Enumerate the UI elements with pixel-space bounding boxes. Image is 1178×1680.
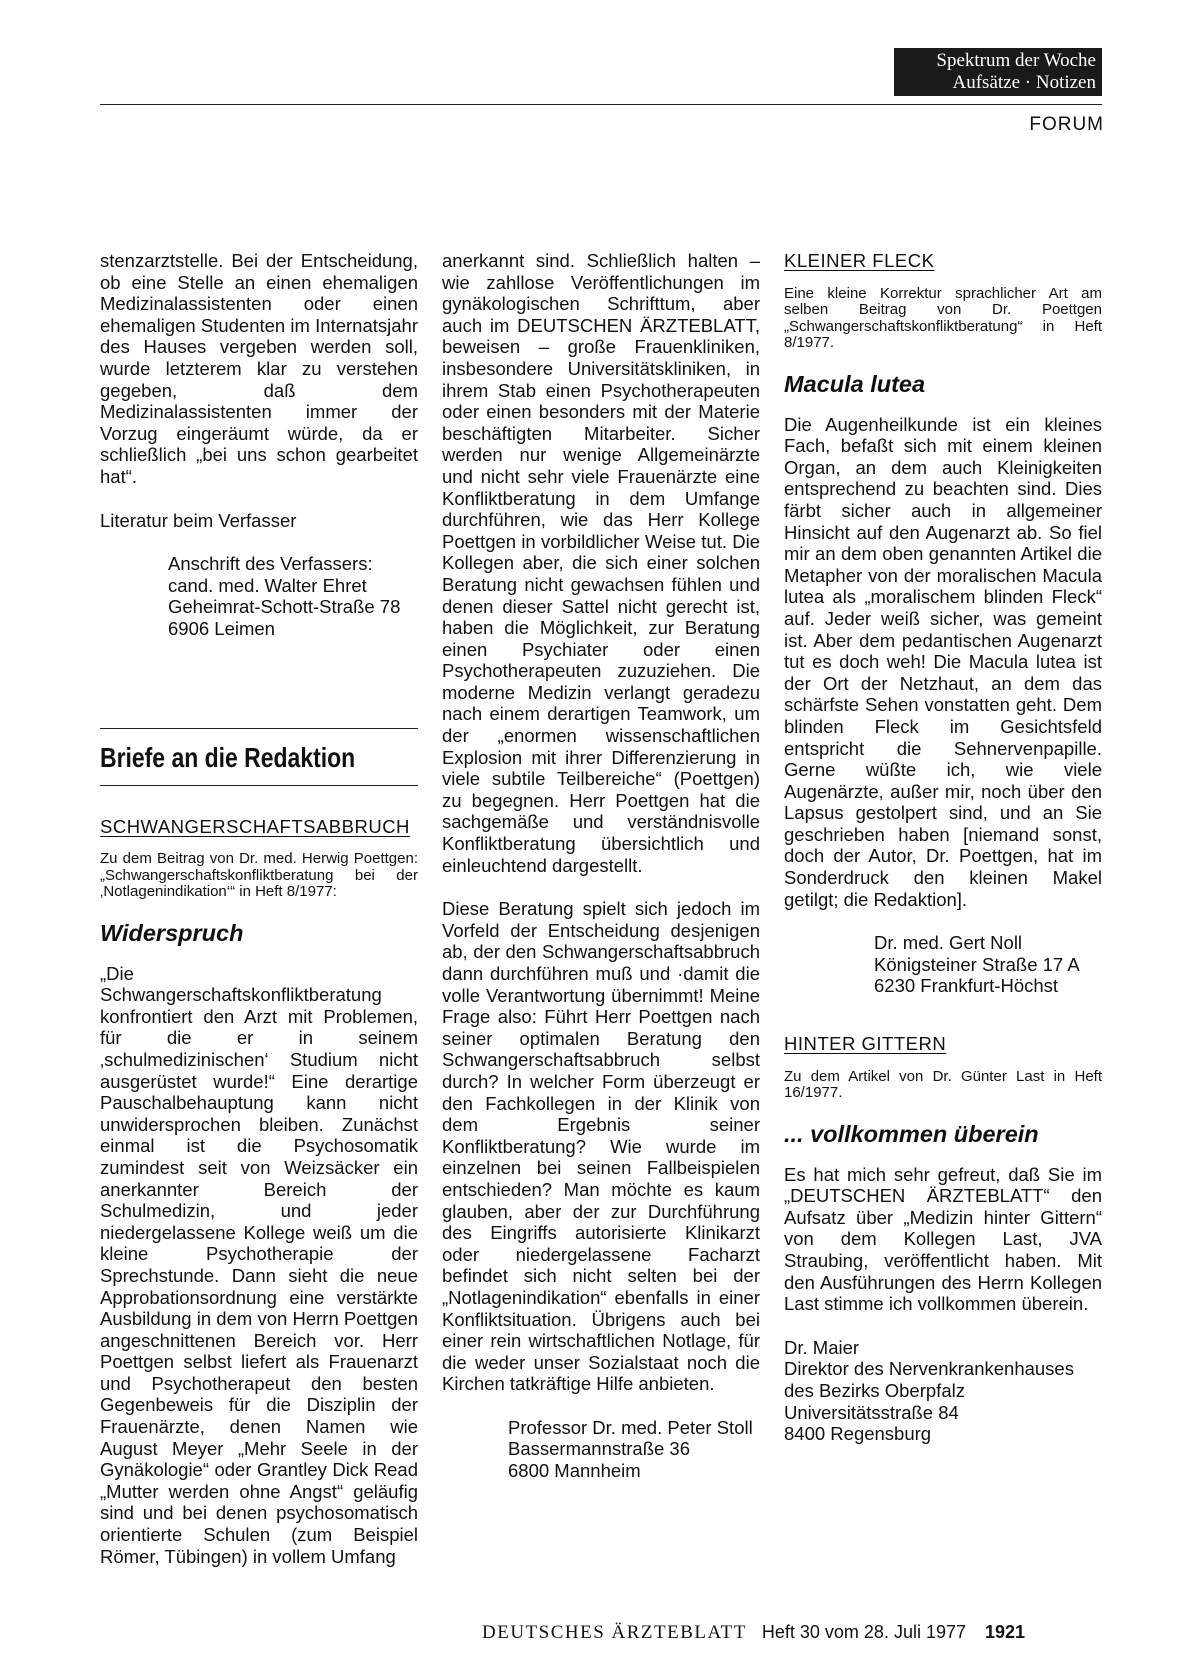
issue-info: Heft 30 vom 28. Juli 1977 [761,1622,966,1642]
author-address [100,553,418,639]
author-address [784,1337,1102,1445]
page-number: 1921 [985,1622,1026,1642]
page-footer [482,1622,1102,1644]
column-1 [100,250,418,1567]
badge-line-2: Aufsätze · Notizen [952,72,1096,93]
badge-line-1: Spektrum der Woche [936,50,1096,71]
address-line: 6230 Frankfurt-Höchst [874,975,1059,997]
address-line: Dr. med. Gert Noll [874,932,1023,954]
letter-intro: Eine kleine Korrektur sprachlicher Art am selben Beitrag von Dr. Poettgen „Schwangerschaftskonfliktberatung“ in Heft 8/1977. [784,284,1102,352]
letter-kicker: HINTER GITTERN [784,1033,947,1055]
section-badge [894,48,1102,96]
paragraph: anerkannt sind. Schließlich halten – wie zahllose Veröffentlichungen im gynäkologischen Schrifttum, aber auch im DEUTSCHEN ÄRZTEBLATT, beweisen – große Frauenkliniken, insbesondere Universitätskliniken, in ihrem Stab einen Psychotherapeuten oder einen besonders mit der Materie beschäftigten Mitarbeiter. Sicher werden nur wenige Allgemeinärzte und nicht sehr viele Frauenärzte eine Konfliktberatung in dem Umfange durchführen, wie das Herr Kollege Poettgen in vorbildlicher Weise tut. Die Kollegen aber, die sich einer solchen Beratung nicht gewachsen fühlen und denen dieser Sattel nicht gerecht ist, haben die Möglichkeit, zur Beratung einen Psychiater oder einen Psychotherapeuten zuzuziehen. Die moderne Medizin verlangt geradezu nach einem derartigen Teamwork, um der „enormen wissenschaftlichen Explosion mit ihrer Differenzierung in viele subtile Teilbereiche“ (Poettgen) zu begegnen. Herr Poettgen hat die sachgemäße und verständnisvolle Konfliktberatung übersichtlich und einleuchtend dargestellt. [442,250,760,876]
paragraph: Die Augenheilkunde ist ein kleines Fach, befaßt sich mit einem kleinen Organ, an dem auch Kleinigkeiten entsprechend zu beachten sind. Dies färbt sicher auch in allgemeiner Hinsicht auf den Augenarzt ab. So fiel mir an dem oben genannten Artikel die Metapher von der moralischen Macula lutea als „moralischem blinden Fleck“ auf. Jeder weiß sicher, was gemeint ist. Aber dem pedantischen Augenarzt tut es doch weh! Die Macula lutea ist der Ort der Netzhaut, an dem das schärfste Sehen vonstatten geht. Dem blinden Fleck im Gesichtsfeld entspricht die Sehnervenpapille. Gerne wüßte ich, wie viele Augenärzte, außer mir, noch über den Lapsus gestolpert sind, und an Sie geschrieben haben [niemand sonst, doch der Autor, Dr. Poettgen, hat im Sonderdruck den kleinen Makel getilgt; die Redaktion]. [784,413,1102,910]
header-rule [100,104,1102,105]
address-line: Direktor des Nervenkrankenhauses [784,1358,1074,1380]
section-rule [100,785,418,786]
address-line: cand. med. Walter Ehret [168,574,367,596]
paragraph: stenzarztstelle. Bei der Entscheidung, ob eine Stelle an einen ehemaligen Medizinalassistenten oder einen ehemaligen Studenten im Internatsjahr des Hauses vergeben werden soll, wurde letzterem klar zu verstehen gegeben, daß dem Medizinalassistenten immer der Vorzug eingeräumt würde, da er schließlich „bei uns schon gearbeitet hat“. [100,250,418,487]
address-line: 6906 Leimen [168,617,275,639]
letter-kicker: KLEINER FLECK [784,250,935,271]
address-line: Anschrift des Verfassers: [168,553,373,575]
author-address [442,1417,760,1482]
address-line: Königsteiner Straße 17 A [874,953,1080,975]
letter-title: Macula lutea [784,370,926,397]
address-line: 8400 Regensburg [784,1423,932,1445]
paragraph: Es hat mich sehr gefreut, daß Sie im „DEUTSCHEN ÄRZTEBLATT“ den Aufsatz über „Medizin hinter Gittern“ von dem Kollegen Last, JVA Straubing, veröffentlicht haben. Mit den Ausführungen des Herrn Kollegen Last stimme ich vollkommen überein. [784,1163,1102,1315]
letter-intro: Zu dem Artikel von Dr. Günter Last in Heft 16/1977. [784,1067,1102,1102]
address-line: 6800 Mannheim [508,1460,641,1482]
paragraph: Literatur beim Verfasser [100,509,297,531]
address-line: Geheimrat-Schott-Straße 78 [168,596,401,618]
letter-intro: Zu dem Beitrag von Dr. med. Herwig Poettgen: „Schwangerschaftskonfliktberatung bei der ‚Notlagenindikation‘“ in Heft 8/1977: [100,850,418,901]
paragraph: Diese Beratung spielt sich jedoch im Vorfeld der Entscheidung desjenigen ab, der den Schwangerschaftsabbruch dann durchführen muß und ·damit die volle Verantwortung übernimmt! Meine Frage also: Führt Herr Poettgen nach seiner optimalen Beratung den Schwangerschaftsabbruch selbst durch? In welcher Form überzeugt er den Fachkollegen in der Klinik von dem Ergebnis seiner Konfliktberatung? Wie wurde im einzelnen bei seinen Fallbeispielen entschieden? Man möchte es kaum glauben, aber der zur Durchführung des Eingriffs autorisierte Klinikarzt oder niedergelassene Facharzt befindet sich nicht selten bei der „Notlagenindikation“ ebenfalls in einer Konfliktsituation. Übrigens auch bei einer rein wirtschaftlichen Notlage, für die weder unser Sozialstaat noch die Kirchen tatkräftige Hilfe anbieten. [442,898,760,1395]
column-2 [442,250,760,1482]
address-line: Dr. Maier [784,1336,860,1358]
journal-name: DEUTSCHES ÄRZTEBLATT [482,1622,747,1643]
address-line: des Bezirks Oberpfalz [784,1379,965,1401]
address-line: Bassermannstraße 36 [508,1438,691,1460]
section-label: FORUM [1029,114,1104,135]
section-rule [100,728,418,729]
letter-title: ... vollkommen überein [784,1120,1039,1147]
letter-kicker: SCHWANGERSCHAFTSABBRUCH [100,815,410,837]
address-line: Universitätsstraße 84 [784,1401,959,1423]
paragraph: „Die Schwangerschaftskonfliktberatung konfrontiert den Arzt mit Problemen, für die er in seinem ‚schulmedizinischen‘ Studium nicht ausgerüstet wurde!“ Eine derartige Pauschalbehauptung kann nicht unwidersprochen bleiben. Zunächst einmal ist die Psychosomatik zumindest seit von Weizsäcker ein anerkannter Bereich der Schulmedizin, und jeder niedergelassene Kollege weiß um die kleine Psychotherapie der Sprechstunde. Dann sieht die neue Approbationsordnung eine verstärkte Ausbildung in dem von Herrn Poettgen angeschnittenen Bereich vor. Herr Poettgen selbst liefert als Frauenarzt und Psychotherapeut den besten Gegenbeweis für die Disziplin der Frauenärzte, denen Namen wie August Meyer „Mehr Seele in der Gynäkologie“ oder Grantley Dick Read „Mutter werden ohne Angst“ geläufig sind und bei denen psychosomatisch orientierte Schulen (zum Beispiel Römer, Tübingen) in vollem Umfang [100,962,418,1567]
section-title: Briefe an die Redaktion [100,741,356,773]
letter-title: Widerspruch [100,919,244,946]
author-address [784,932,1102,997]
address-line: Professor Dr. med. Peter Stoll [508,1416,753,1438]
column-3 [784,250,1102,1445]
